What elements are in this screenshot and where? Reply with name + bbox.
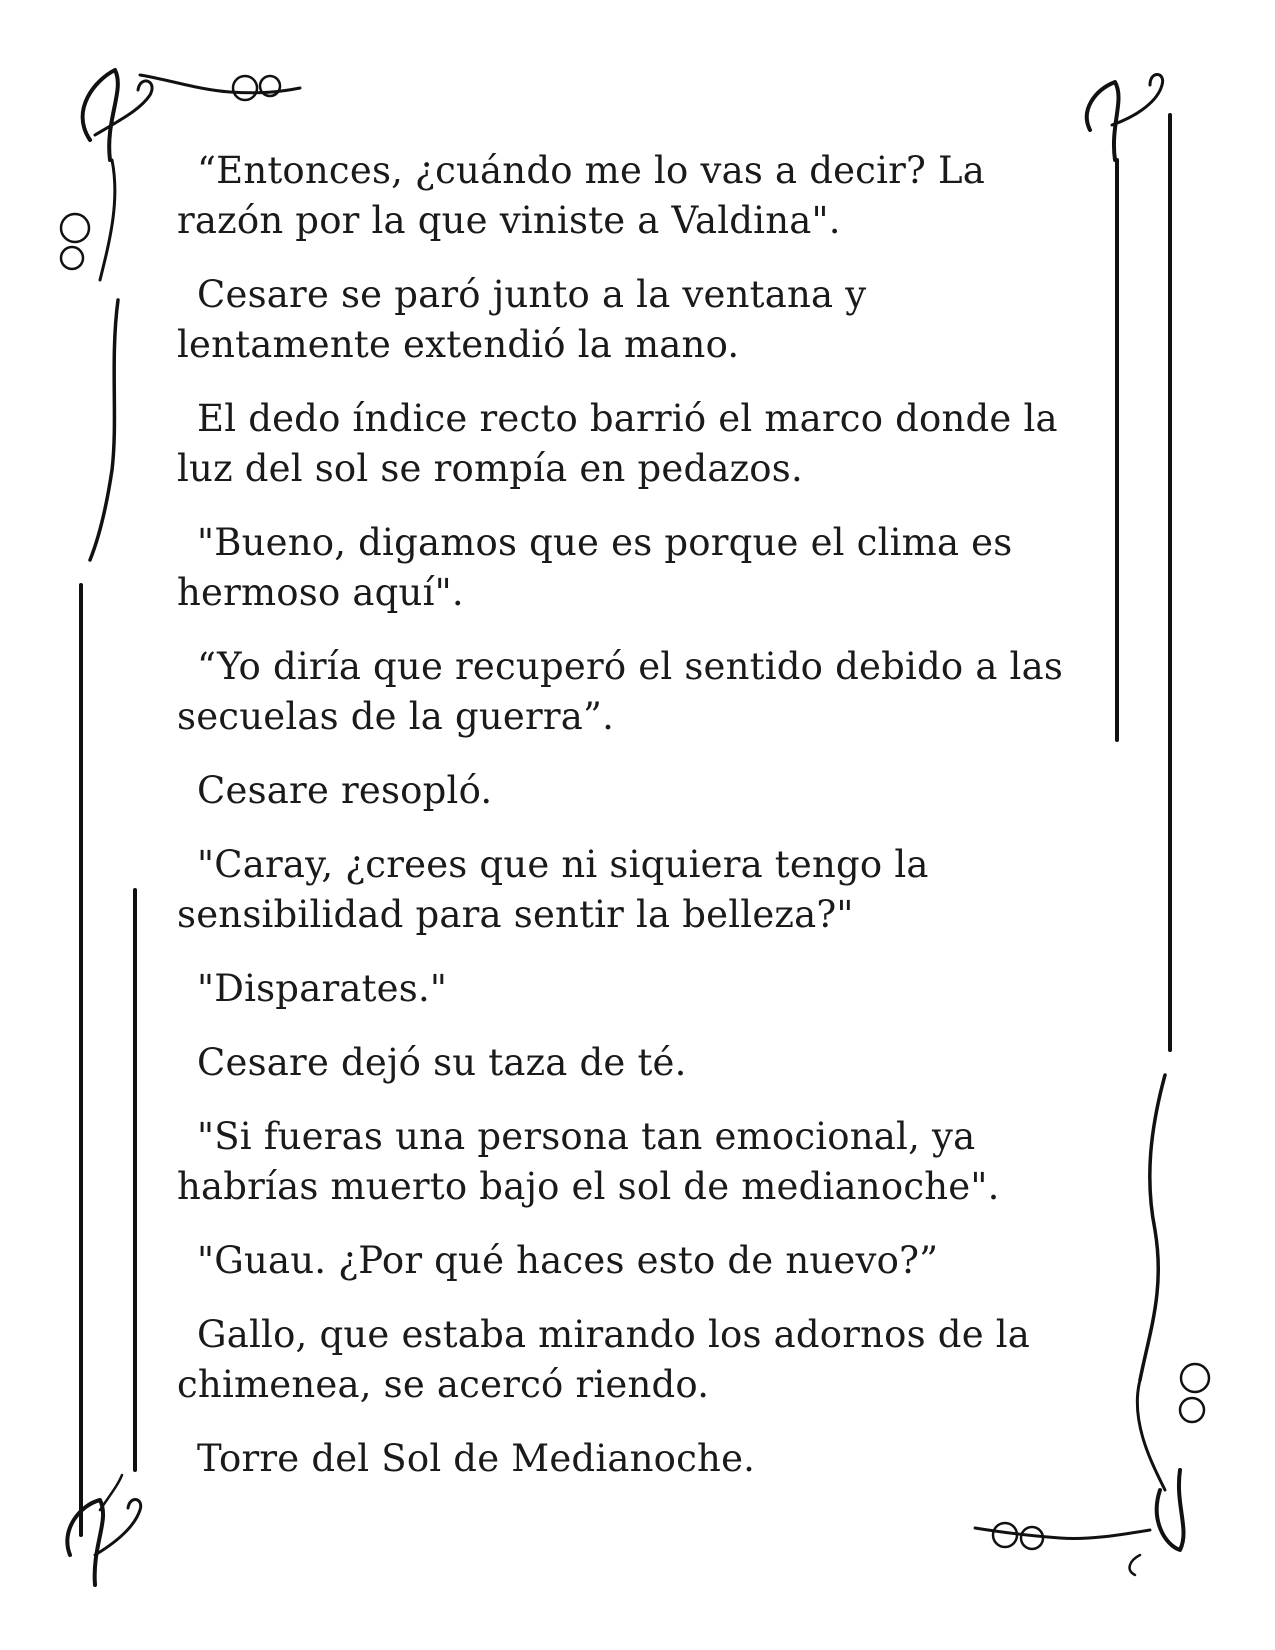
flourish-top-right-icon	[1087, 74, 1163, 160]
paragraph: El dedo índice recto barrió el marco donde la luz del sol se rompía en pedazos.	[177, 397, 1058, 490]
paragraph: "Bueno, digamos que es porque el clima es hermoso aquí".	[177, 521, 1013, 614]
flourish-bottom-left-icon	[67, 1475, 140, 1585]
paragraph: “Entonces, ¿cuándo me lo vas a decir? La razón por la que viniste a Valdina".	[177, 149, 986, 242]
paragraph: "Guau. ¿Por qué haces esto de nuevo?”	[197, 1239, 939, 1282]
paragraph: "Disparates."	[197, 967, 448, 1010]
paragraph: "Caray, ¿crees que ni siquiera tengo la sensibilidad para sentir la belleza?"	[177, 843, 929, 936]
paragraph: Cesare dejó su taza de té.	[197, 1041, 687, 1084]
paragraph: Cesare resopló.	[197, 769, 493, 812]
paragraph: Gallo, que estaba mirando los adornos de la chimenea, se acercó riendo.	[177, 1313, 1031, 1406]
story-text	[177, 146, 1077, 1508]
paragraph: "Si fueras una persona tan emocional, ya habrías muerto bajo el sol de medianoche".	[177, 1115, 1000, 1208]
paragraph: “Yo diría que recuperó el sentido debido a las secuelas de la guerra”.	[177, 645, 1064, 738]
paragraph: Torre del Sol de Medianoche.	[197, 1437, 756, 1480]
paragraph: Cesare se paró junto a la ventana y lentamente extendió la mano.	[177, 273, 867, 366]
